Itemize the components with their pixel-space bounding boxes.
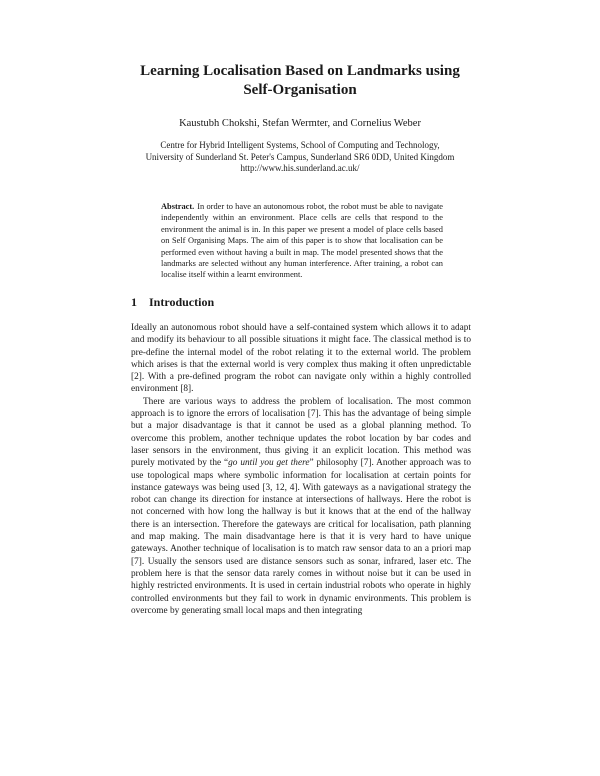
affiliation-url: http://www.his.sunderland.ac.uk/ [240,163,360,174]
title-line-2: Self-Organisation [243,82,357,98]
abstract-label: Abstract. [161,202,195,211]
paragraph-1: Ideally an autonomous robot should have a self-contained system which allows it to adapt and modify its behaviour to all possible situations it might face. The classical method is to pre-define the internal model of the robot relating it to the external world. The problem which arises is that the external world is very complex thus making it often unpredictable [2]. With a pre-defined program the robot can navigate only within a highly controlled environment [8]. [131,323,471,395]
affiliation-line-1: Centre for Hybrid Intelligent Systems, School of Computing and Technology, [160,140,440,150]
author-list: Kaustubh Chokshi, Stefan Wermter, and Cornelius Weber [179,118,421,129]
paper-title [100,62,500,100]
section-number: 1 [131,295,137,309]
paragraph-2-part-2: ” philosophy [7]. Another approach was to use topological maps where symbolic information for localisation at certain points for instance gateways was being used [3, 12, 4]. With gateways as a navigational strategy the robot can change its direction for instance at intersections of hallways. Here the robot is not concerned with how long the hallway is but it knows that at the end of the hallway there is an intersection. Therefore the gateways are critical for localisation, path planning and map making. The main disadvantage here is that it is very hard to have unique gateways. Another technique of localisation is to match raw sensor data to an a priori map [7]. Usually the sensors used are distance sensors such as sonar, infrared, laser etc. The problem here is that the sensor data rarely comes in without noise but it can be used in highly restricted environments. It is used in certain industrial robots who operate in highly controlled environments but they fail to work in dynamic environments. This problem is overcome by generating small local maps and then integrating [131,458,471,616]
paragraph-2-quote: go until you get there [228,458,310,469]
body-text [131,322,471,617]
title-line-1: Learning Localisation Based on Landmarks using [140,63,460,79]
paragraph-2-part-1: There are various ways to address the problem of localisation. The most common approach is to ignore the errors of localisation [7]. This has the advantage of being simple but a major disadvantage is that it cannot be used as a global planning method. To overcome this problem, another technique updates the robot location by bar codes and laser sensors in the environment, thus giving it an explicit location. This method was purely motivated by the “ [131,396,471,469]
affiliation [100,140,500,175]
section-heading [131,295,214,310]
abstract-block [161,201,443,281]
paragraph-2 [131,396,471,617]
affiliation-line-2: University of Sunderland St. Peter's Campus, Sunderland SR6 0DD, United Kingdom [145,151,455,162]
section-title: Introduction [149,295,215,309]
abstract-text: In order to have an autonomous robot, the robot must be able to navigate independently within an environment. Place cells are cells that respond to the environment the animal is in. In this paper we present a model of place cells based on Self Organising Maps. The aim of this paper is to show that localisation can be performed even without having a built in map. The model presented shows that the landmarks are selected without any human interference. After training, a robot can localise itself within a learnt environment. [161,202,443,280]
